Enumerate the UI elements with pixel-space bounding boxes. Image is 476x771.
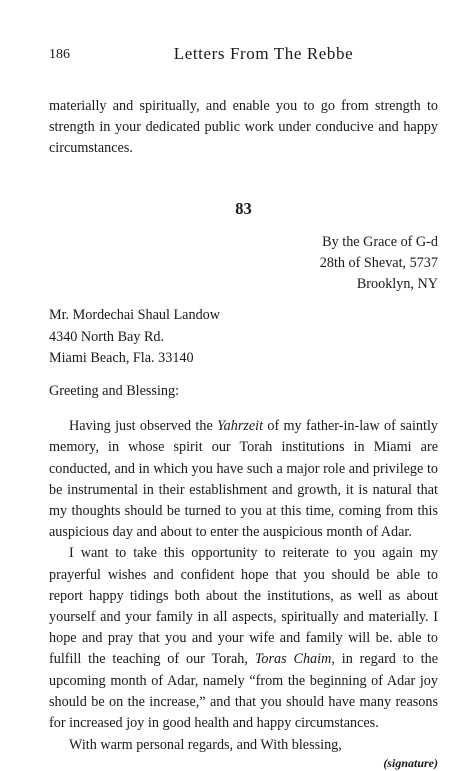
paragraph-text: I want to take this opportunity to reiterate to you again my prayerful wishes and confident hope that you should be able to report happy tidings both about the institutions, as well as about yourself and your family in all aspects, spiritually and materially. I hope and pray that you and your wife and family will be. able to fulfill the teaching of our Torah, bbox=[49, 545, 438, 668]
dateline bbox=[49, 232, 438, 296]
address-line: Mr. Mordechai Shaul Landow bbox=[49, 307, 221, 324]
paragraph-text: Having just observed the bbox=[69, 418, 218, 435]
letter-number: 83 bbox=[235, 198, 252, 218]
page-body bbox=[49, 96, 438, 771]
letter-paragraph-2 bbox=[49, 543, 438, 734]
address-line: 4340 North Bay Rd. bbox=[49, 328, 165, 345]
page-header bbox=[49, 44, 438, 69]
paragraph-text: , in regard to the upcoming month of Adar, namely “from the beginning of Adar joy should be on the increase,” and that you should have many reasons for increased joy in good health and happy circumstances. bbox=[49, 651, 438, 732]
running-title: Letters From The Rebbe bbox=[173, 44, 354, 63]
paragraph-text: of my father-in-law of saintly memory, in whose spirit our Torah institutions in Miami are conducted, and in which you have such a major role and privilege to be instrumental in their establishment and growth, it is natural that my thoughts should be turned to you at this time, coming from this auspicious day and about to enter the auspicious month of Adar. bbox=[49, 418, 438, 541]
page-number: 186 bbox=[49, 47, 70, 62]
closing-line: With warm personal regards, and With blessing, bbox=[69, 737, 342, 754]
italic-term: Yahrzeit bbox=[217, 418, 264, 435]
dateline-line: 28th of Shevat, 5737 bbox=[319, 255, 438, 272]
signature: (signature) bbox=[383, 756, 438, 771]
recipient-address bbox=[49, 305, 438, 369]
dateline-line: Brooklyn, NY bbox=[356, 276, 438, 293]
address-line: Miami Beach, Fla. 33140 bbox=[49, 349, 194, 366]
continuation-paragraph: materially and spiritually, and enable you to go from strength to strength in your dedicated public work under conducive and happy circumstances. bbox=[49, 98, 438, 157]
dateline-line: By the Grace of G-d bbox=[322, 233, 438, 250]
greeting: Greeting and Blessing: bbox=[49, 383, 180, 400]
italic-term: Toras Chaim bbox=[254, 651, 332, 668]
letter-paragraph-1 bbox=[49, 416, 438, 543]
